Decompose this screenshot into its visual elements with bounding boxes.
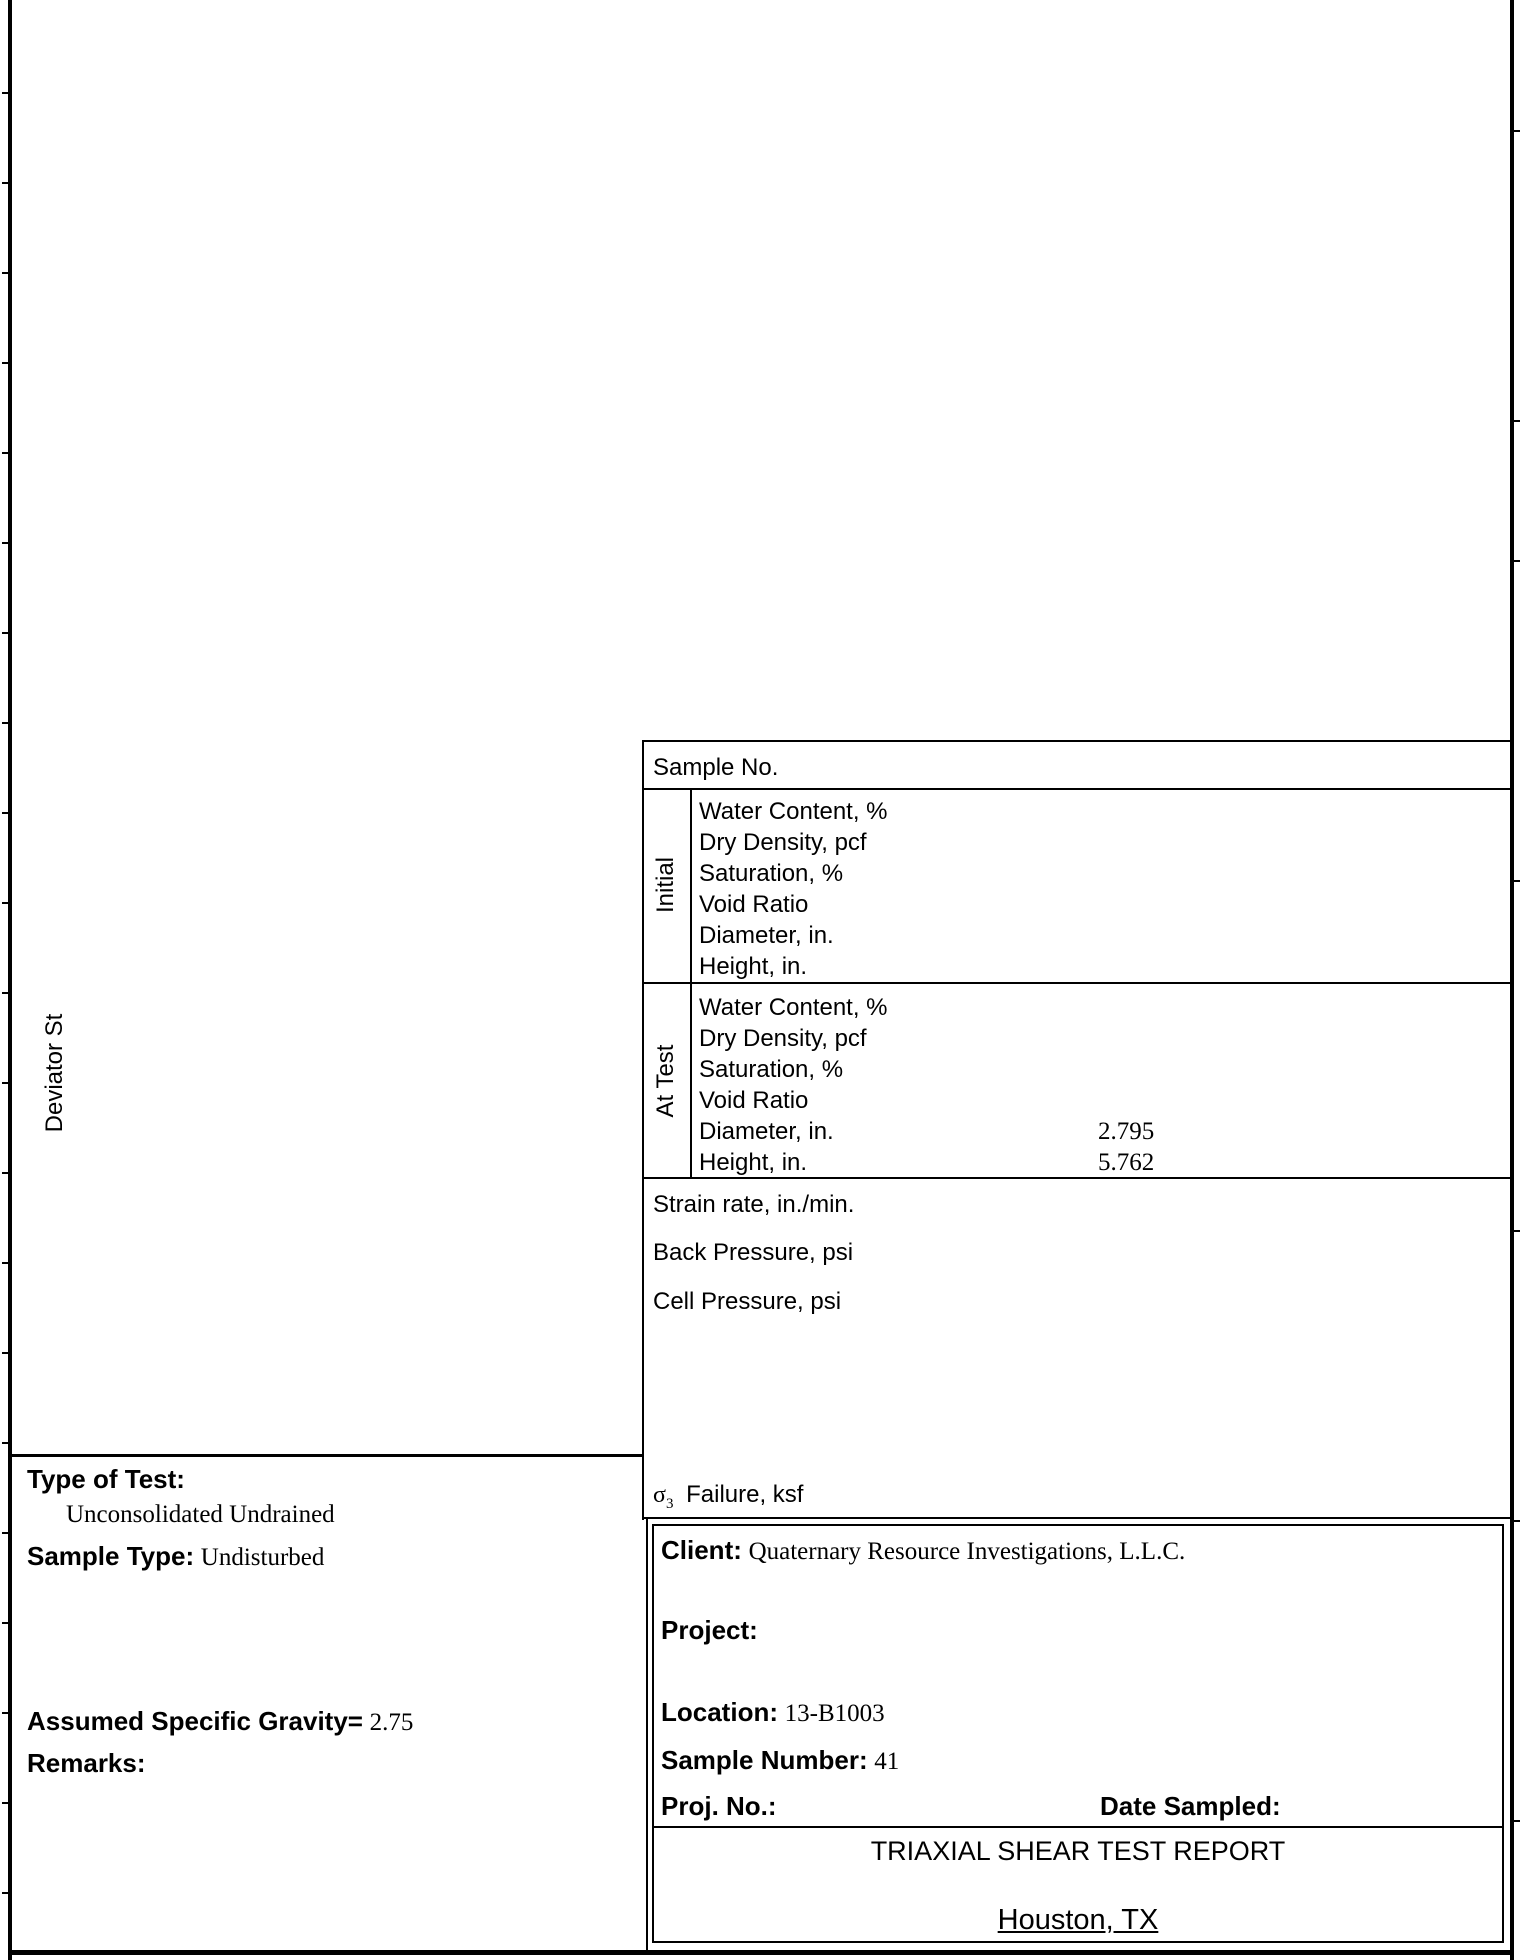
frame-bottom-border (8, 1950, 1514, 1955)
back-pressure-label: Back Pressure, psi (653, 1239, 854, 1266)
client-value: Quaternary Resource Investigations, L.L.C. (748, 1538, 1186, 1565)
chart-y-axis-label: Deviator St (41, 1013, 68, 1133)
client-label: Client: (661, 1535, 742, 1565)
location-value: 13-B1003 (784, 1700, 885, 1727)
cell-pressure-label: Cell Pressure, psi (653, 1288, 842, 1315)
at-test-saturation: Saturation, % (699, 1056, 844, 1083)
frame-right-border (1510, 0, 1514, 1960)
sample-no-label: Sample No. (653, 754, 779, 781)
at-test-height-value: 5.762 (1098, 1149, 1155, 1176)
location-label: Location: (661, 1697, 778, 1727)
sample-number-label: Sample Number: (661, 1745, 868, 1775)
report-city: Houston, TX (997, 1904, 1159, 1936)
sample-type-value: Undisturbed (200, 1544, 325, 1571)
failure-text: Failure, ksf (686, 1481, 804, 1508)
at-test-group-label: At Test (652, 1044, 679, 1118)
initial-water-content: Water Content, % (699, 798, 888, 825)
type-of-test-value: Unconsolidated Undrained (66, 1501, 335, 1528)
frame-left-border (8, 0, 12, 1960)
initial-group-label: Initial (652, 856, 679, 914)
specific-gravity-value: 2.75 (369, 1709, 414, 1736)
at-test-void-ratio: Void Ratio (699, 1087, 809, 1114)
specific-gravity-label: Assumed Specific Gravity= (27, 1706, 363, 1736)
at-test-diameter-value: 2.795 (1098, 1118, 1155, 1145)
proj-no-label: Proj. No.: (661, 1791, 777, 1821)
at-test-height: Height, in. (699, 1149, 808, 1176)
type-of-test-label: Type of Test: (27, 1464, 185, 1494)
sample-number-row (661, 1745, 899, 1777)
initial-diameter: Diameter, in. (699, 922, 834, 949)
project-label: Project: (661, 1615, 758, 1645)
date-sampled-label: Date Sampled: (1100, 1791, 1281, 1821)
strain-rate-label: Strain rate, in./min. (653, 1191, 855, 1218)
initial-saturation: Saturation, % (699, 860, 844, 887)
at-test-dry-density: Dry Density, pcf (699, 1025, 867, 1052)
initial-dry-density: Dry Density, pcf (699, 829, 867, 856)
remarks-label: Remarks: (27, 1748, 146, 1778)
initial-void-ratio: Void Ratio (699, 891, 809, 918)
report-title: TRIAXIAL SHEAR TEST REPORT (870, 1836, 1286, 1866)
at-test-water-content: Water Content, % (699, 994, 888, 1021)
specific-gravity-row (27, 1706, 413, 1738)
sigma-symbol: σ (653, 1482, 666, 1508)
sigma3-failure-label (653, 1480, 803, 1519)
sample-type-row (27, 1541, 324, 1573)
location-row (661, 1697, 885, 1729)
sample-type-label: Sample Type: (27, 1541, 195, 1571)
sigma-subscript: 3 (665, 1495, 674, 1512)
sample-number-value: 41 (874, 1748, 900, 1775)
at-test-diameter: Diameter, in. (699, 1118, 834, 1145)
client-row (661, 1535, 1185, 1567)
initial-height: Height, in. (699, 953, 808, 980)
